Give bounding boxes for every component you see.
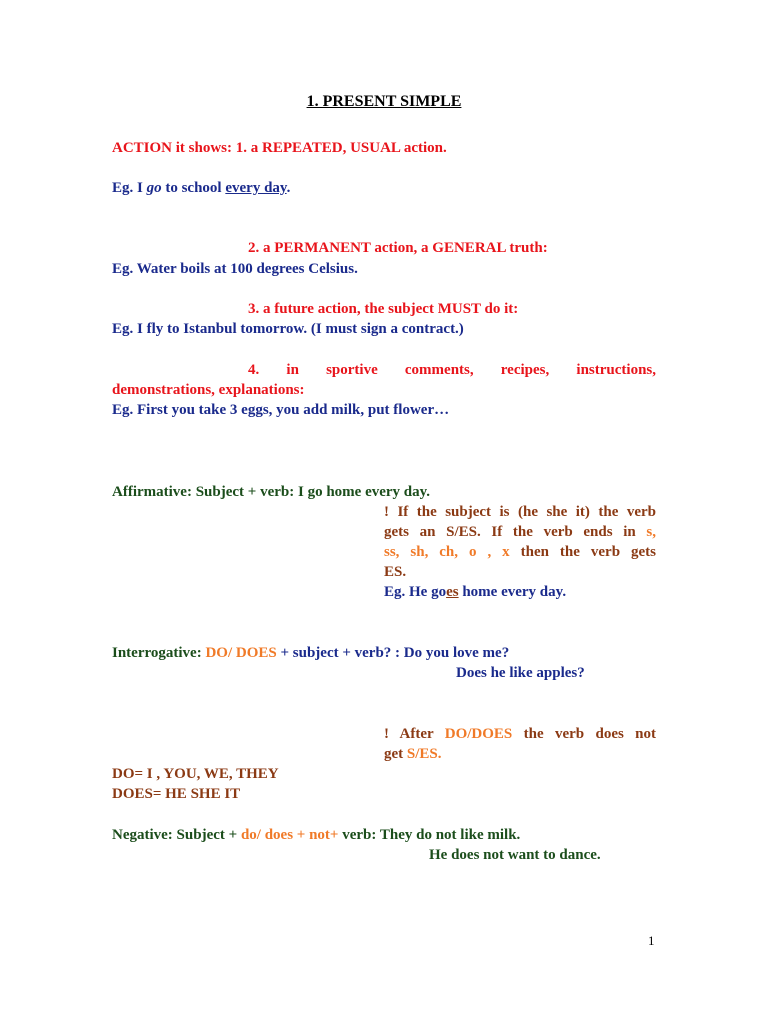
page-number: 1	[648, 933, 655, 948]
example-1	[112, 178, 290, 198]
item4-heading-line2: demonstrations, explanations:	[112, 382, 305, 398]
item3-example: Eg. I fly to Istanbul tomorrow. (I must sign a contract.)	[112, 321, 464, 337]
item4-heading-line1: 4. in sportive comments, recipes, instructions,	[248, 362, 656, 378]
action-heading: ACTION it shows: 1. a REPEATED, USUAL action.	[112, 140, 447, 156]
negative-line2: He does not want to dance.	[429, 847, 601, 863]
page-title: 1. PRESENT SIMPLE	[306, 93, 462, 110]
item4-example: Eg. First you take 3 eggs, you add milk, put flower…	[112, 402, 450, 418]
neg-aux: do/ does + not+	[240, 827, 339, 843]
affirmative-note-line2	[384, 522, 656, 542]
ex1-prefix: Eg. I	[112, 180, 147, 196]
interrogative-note-line2	[384, 744, 442, 764]
inote-e: S/ES.	[406, 746, 442, 762]
aff-eg-rest: home every day.	[458, 584, 567, 600]
neg-label: Negative: Subject +	[112, 827, 241, 843]
ex1-middle: to school	[161, 180, 226, 196]
note3-text: then the verb gets	[509, 544, 656, 560]
inote-c: the verb does not	[512, 726, 656, 742]
note2-s: s,	[646, 524, 656, 540]
item3-heading: 3. a future action, the subject MUST do it:	[248, 301, 519, 317]
inote-d: get	[384, 746, 407, 762]
note3-endings: ss, sh, ch, o , x	[384, 544, 510, 560]
interrogative-line	[112, 643, 509, 663]
does-line: DOES= HE SHE IT	[112, 786, 241, 802]
do-line: DO= I , YOU, WE, THEY	[112, 766, 279, 782]
item2-example: Eg. Water boils at 100 degrees Celsius.	[112, 261, 358, 277]
negative-line	[112, 825, 520, 845]
affirmative-example	[384, 582, 566, 602]
interrog-rest: + subject + verb? : Do you love me?	[276, 645, 510, 661]
neg-rest: verb: They do not like milk.	[338, 827, 521, 843]
affirmative-note-line3	[384, 542, 656, 562]
interrog-aux: DO/ DOES	[205, 645, 277, 661]
aff-eg-prefix: Eg. He go	[384, 584, 447, 600]
interrog-label: Interrogative:	[112, 645, 206, 661]
affirmative-note-line4: ES.	[384, 564, 407, 580]
ex1-verb: go	[146, 180, 162, 196]
affirmative-line: Affirmative: Subject + verb: I go home every day.	[112, 484, 431, 500]
note2-text: gets an S/ES. If the verb ends in	[384, 524, 647, 540]
inote-a: ! After	[384, 726, 445, 742]
ex1-end: .	[286, 180, 291, 196]
affirmative-note-line1: ! If the subject is (he she it) the verb	[384, 504, 656, 520]
inote-b: DO/DOES	[444, 726, 513, 742]
aff-eg-suffix: es	[446, 584, 459, 600]
item2-heading: 2. a PERMANENT action, a GENERAL truth:	[248, 240, 548, 256]
interrogative-line2: Does he like apples?	[456, 665, 585, 681]
ex1-time: every day	[225, 180, 287, 196]
interrogative-note-line1	[384, 724, 656, 744]
